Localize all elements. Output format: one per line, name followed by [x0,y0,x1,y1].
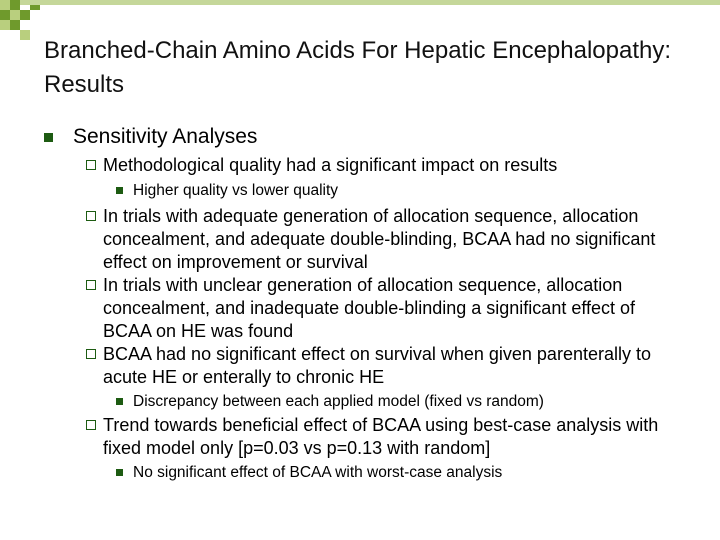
sub-bullet-text: No significant effect of BCAA with worst-case analysis [133,464,503,481]
square-bullet-icon [116,398,123,405]
corner-square [20,30,30,40]
square-bullet-icon [44,133,53,142]
bullet-text: Methodological quality had a significant impact on results [103,155,558,175]
corner-square [10,0,20,10]
bullet-text: BCAA had no significant effect on survival when given parenterally to acute HE or enterally to chronic HE [103,344,651,387]
title-rule [20,0,720,5]
heading-text: Sensitivity Analyses [73,125,258,148]
bullet-text: In trials with adequate generation of allocation sequence, allocation concealment, and adequate double-blinding, BCAA had no significant effect on improvement or survival [103,206,656,272]
corner-square [20,10,30,20]
slide-title: Branched-Chain Amino Acids For Hepatic Encephalopathy: Results [44,37,672,98]
corner-square [0,0,10,10]
corner-square [10,20,20,30]
corner-square [0,20,10,30]
hollow-square-bullet-icon [86,349,96,359]
hollow-square-bullet-icon [86,211,96,221]
sub-bullet-text: Higher quality vs lower quality [133,182,339,199]
hollow-square-bullet-icon [86,160,96,170]
bullet-text: In trials with unclear generation of allocation sequence, allocation concealment, and inadequate double-blinding a significant effect of BCAA on HE was found [103,275,636,341]
square-bullet-icon [116,187,123,194]
sub-bullet-text: Discrepancy between each applied model (fixed vs random) [133,393,544,410]
hollow-square-bullet-icon [86,420,96,430]
corner-square [0,10,10,20]
corner-square [10,10,20,20]
square-bullet-icon [116,469,123,476]
hollow-square-bullet-icon [86,280,96,290]
bullet-text: Trend towards beneficial effect of BCAA using best-case analysis with fixed model only [p=0.03 vs p=0.13 with random] [103,415,659,458]
